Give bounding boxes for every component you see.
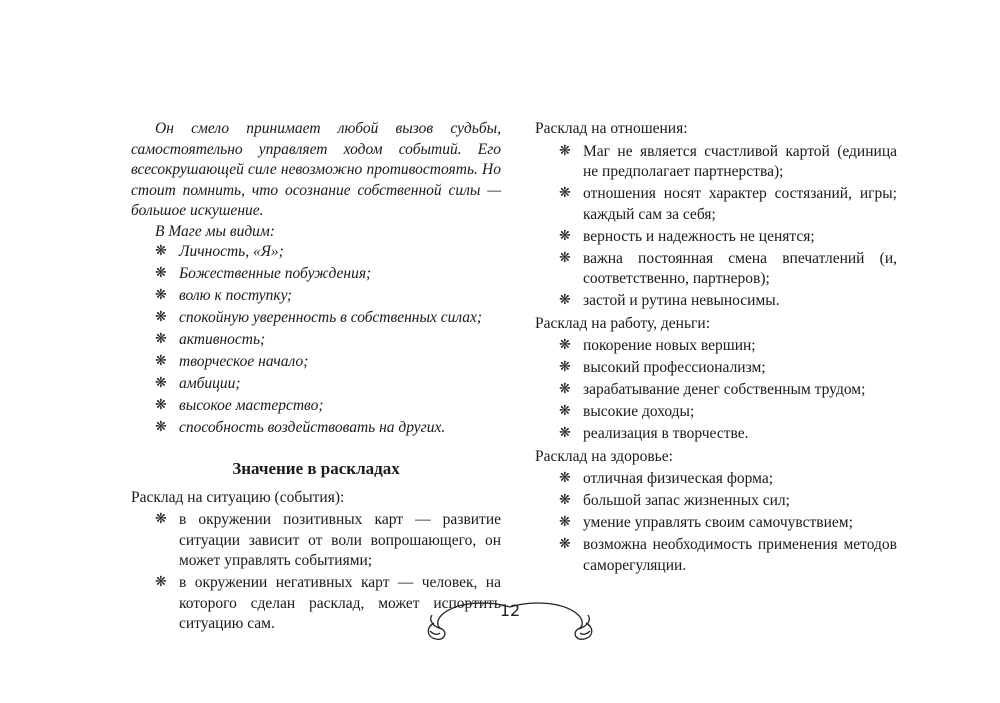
list-item: ❋ спокойную уверенность в собственных силах; xyxy=(131,308,501,329)
relations-lead: Расклад на отношения: xyxy=(535,120,688,137)
flower-bullet-icon: ❋ xyxy=(559,186,571,201)
list-item: ❋ активность; xyxy=(131,330,501,351)
situation-lead: Расклад на ситуацию (события): xyxy=(131,488,345,506)
list-item: ❋ реализация в творчестве. xyxy=(535,424,897,445)
section-heading: Значение в раскладах xyxy=(232,458,400,478)
flower-bullet-icon: ❋ xyxy=(559,250,571,266)
traits-list xyxy=(131,242,501,439)
health-lead: Расклад на здоровье: xyxy=(535,447,673,465)
list-item: ❋ отличная физическая форма; xyxy=(535,469,897,490)
list-item: ❋ творческое начало; xyxy=(131,352,501,373)
traits-intro: В Маге мы видим: xyxy=(155,222,275,240)
intro-paragraph: Он смело принимает любой вызов судьбы, самостоятельно управляет ходом событий. Его всесокрушающей силе невозможно противостоять. Но стоит помнить, что осознание собственной силы — большое искушение. xyxy=(131,120,501,219)
flower-bullet-icon: ❋ xyxy=(559,515,571,530)
flower-bullet-icon: ❋ xyxy=(155,512,167,527)
left-column xyxy=(131,119,501,636)
flower-bullet-icon: ❋ xyxy=(155,420,167,435)
flower-bullet-icon: ❋ xyxy=(155,288,167,303)
flower-bullet-icon: ❋ xyxy=(559,360,571,375)
flower-bullet-icon: ❋ xyxy=(559,537,571,552)
flower-bullet-icon: ❋ xyxy=(155,266,167,281)
flower-bullet-icon: ❋ xyxy=(155,332,167,347)
flower-bullet-icon: ❋ xyxy=(559,471,571,486)
list-item: ❋ Маг не является счастливой картой (единица не предполагает партнерства); xyxy=(559,142,897,180)
list-item: ❋ Личность, «Я»; xyxy=(131,242,501,263)
list-item: ❋ Божественные побуждения; xyxy=(131,264,501,285)
list-item: ❋ важна постоянная смена впечатлений (и, соответственно, партнеров); xyxy=(559,249,897,287)
flower-bullet-icon: ❋ xyxy=(559,143,571,159)
list-item: ❋ большой запас жизненных сил; xyxy=(535,491,897,512)
list-item: ❋ возможна необходимость применения методов саморегуляции. xyxy=(559,536,897,574)
flower-bullet-icon: ❋ xyxy=(155,575,167,590)
flower-bullet-icon: ❋ xyxy=(559,228,571,244)
list-item: ❋ в окружении позитивных карт — развитие ситуации зависит от воли вопрошающего, он может управлять событиями; xyxy=(155,511,501,569)
flower-bullet-icon: ❋ xyxy=(155,244,167,259)
list-item: ❋ отношения носят характер состязаний, игры; каждый сам за себя; xyxy=(559,185,897,223)
list-item: ❋ зарабатывание денег собственным трудом; xyxy=(535,380,897,401)
list-item: ❋ в окружении негативных карт — человек, на которого сделан расклад, может испортить ситуацию сам. xyxy=(155,574,501,632)
flower-bullet-icon: ❋ xyxy=(559,493,571,508)
list-item: ❋ высокий профессионализм; xyxy=(535,358,897,379)
work-lead: Расклад на работу, деньги: xyxy=(535,314,711,332)
flower-bullet-icon: ❋ xyxy=(155,376,167,391)
list-item: ❋ амбиции; xyxy=(131,374,501,395)
list-item: ❋ верность и надежность не ценятся; xyxy=(535,227,897,248)
relations-list xyxy=(535,142,897,312)
page-footer-ornament xyxy=(420,597,600,645)
list-item: ❋ способность воздействовать на других. xyxy=(131,418,501,439)
list-item: ❋ покорение новых вершин; xyxy=(535,336,897,357)
list-item: ❋ умение управлять своим самочувствием; xyxy=(535,513,897,534)
flower-bullet-icon: ❋ xyxy=(155,354,167,369)
flower-bullet-icon: ❋ xyxy=(559,426,571,441)
flower-bullet-icon: ❋ xyxy=(559,293,571,308)
flower-bullet-icon: ❋ xyxy=(559,338,571,353)
right-column xyxy=(535,119,897,578)
list-item: ❋ волю к поступку; xyxy=(131,286,501,307)
page-number: 12 xyxy=(499,601,521,620)
flower-bullet-icon: ❋ xyxy=(559,404,571,419)
flower-bullet-icon: ❋ xyxy=(155,398,167,413)
flower-bullet-icon: ❋ xyxy=(155,310,167,325)
list-item: ❋ высокие доходы; xyxy=(535,402,897,423)
list-item: ❋ высокое мастерство; xyxy=(131,396,501,417)
flower-bullet-icon: ❋ xyxy=(559,382,571,397)
health-list xyxy=(535,469,897,576)
work-list xyxy=(535,336,897,445)
list-item: ❋ застой и рутина невыносимы. xyxy=(535,291,897,312)
